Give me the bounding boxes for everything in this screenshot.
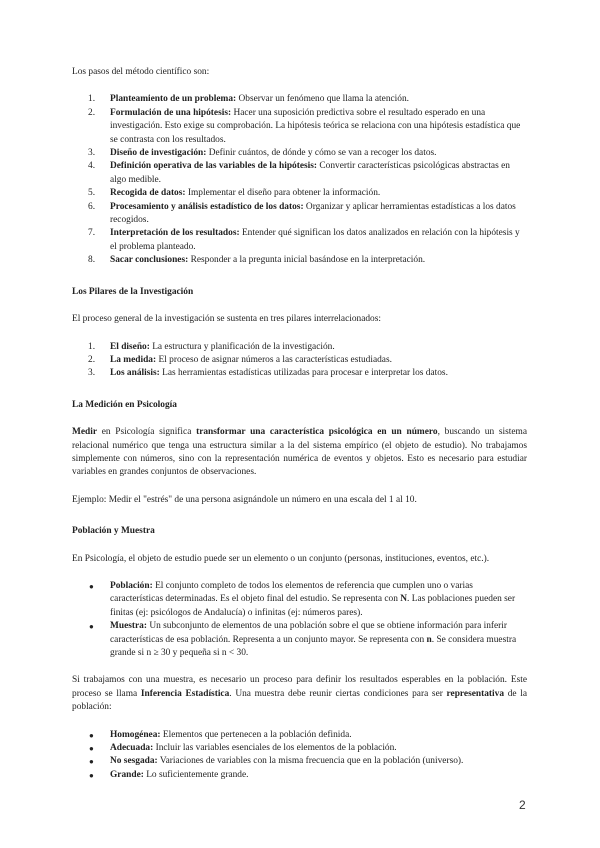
list-item: ● Muestra: Un subconjunto de elementos de una población sobre el que se obtiene información para inferir características de esa población. Representa a un conjunto mayor. Se representa con n. Se considera muestra grande si n ≥ 30 y pequeña si n < 30.	[89, 621, 517, 658]
list-item: 5. Recogida de datos: Implementar el diseño para obtener la información.	[88, 188, 381, 199]
list-item: ● Adecuada: Incluir las variables esenciales de los elementos de la población.	[72, 742, 527, 755]
medicion-heading: La Medición en Psicología	[72, 399, 177, 410]
list-item: 4. Definición operativa de las variables de la hipótesis: Convertir características psicológicas abstractas en algo medible.	[88, 161, 510, 185]
list-item: 1. El diseño: La estructura y planificación de la investigación.	[88, 341, 335, 352]
pilares-intro: El proceso general de la investigación se sustenta en tres pilares interrelacionados:	[72, 314, 381, 325]
medicion-paragraph: Medir en Psicología significa transformar una característica psicológica en un número, buscando un sistema relacional numérico que tenga una estructura similar a la del sistema empírico (el objeto de estudio). No trabajamos simplemente con números, sino con la representación numérica de eventos y objetos. Esto es necesario para estudiar variables en grandes conjuntos de observaciones.	[72, 427, 527, 478]
list-item: ● Población: El conjunto completo de todos los elementos de referencia que cumplen uno o varias características determinadas. Es el objeto final del estudio. Se representa con N. Las poblaciones pueden ser finitas (ej: psicólogos de Andalucía) o infinitas (ej: números pares).	[89, 580, 516, 618]
list-item: 3. Los análisis: Las herramientas estadísticas utilizadas para procesar e interpretar los datos.	[88, 368, 448, 379]
bullet-icon: ●	[89, 757, 94, 767]
bullet-icon: ●	[89, 770, 94, 780]
document-page	[72, 66, 527, 782]
poblacion-heading: Población y Muestra	[72, 526, 155, 537]
list-item: ● Homogénea: Elementos que pertenecen a la población definida.	[72, 729, 527, 742]
inferencia-paragraph: Si trabajamos con una muestra, es necesario un proceso para definir los resultados esperables en la población. Este proceso se llama Inferencia Estadística. Una muestra debe reunir ciertas condiciones para ser representativa de la población:	[72, 675, 528, 713]
page-number: 2	[519, 798, 526, 812]
list-item: 1. Planteamiento de un problema: Observar un fenómeno que llama la atención.	[88, 94, 409, 105]
list-item: 6. Procesamiento y análisis estadístico de los datos: Organizar y aplicar herramientas estadísticas a los datos recogidos.	[88, 201, 516, 226]
bullet-icon: ●	[89, 744, 94, 754]
list-item: 7. Interpretación de los resultados: Entender qué significan los datos analizados en relación con la hipótesis y el problema planteado.	[88, 228, 520, 252]
list-item: 3. Diseño de investigación: Definir cuántos, de dónde y cómo se van a recoger los datos.	[88, 148, 437, 159]
medicion-example: Ejemplo: Medir el "estrés" de una persona asignándole un número en una escala del 1 al 10.	[72, 494, 417, 505]
pilares-list	[72, 341, 527, 381]
list-item: ● No sesgada: Variaciones de variables con la misma frecuencia que en la población (universo).	[72, 755, 527, 768]
method-steps-list	[72, 93, 527, 267]
conditions-list	[72, 729, 527, 783]
bullet-icon: ●	[89, 622, 94, 632]
list-item: 2. La medida: El proceso de asignar números a las características estudiadas.	[88, 354, 392, 365]
intro-text: Los pasos del método científico son:	[72, 67, 210, 77]
pilares-heading: Los Pilares de la Investigación	[72, 286, 194, 297]
list-item: 8. Sacar conclusiones: Responder a la pregunta inicial basándose en la interpretación.	[88, 255, 426, 266]
poblacion-list	[72, 580, 527, 660]
list-item: ● Grande: Lo suficientemente grande.	[72, 769, 527, 782]
bullet-icon: ●	[89, 581, 94, 591]
bullet-icon: ●	[89, 730, 94, 740]
list-item: 2. Formulación de una hipótesis: Hacer una suposición predictiva sobre el resultado esperado en una investigación. Esto exige su comprobación. La hipótesis teórica se relaciona con una hipótesis estadística que se contrasta con los resultados.	[88, 107, 521, 145]
poblacion-intro: En Psicología, el objeto de estudio puede ser un elemento o un conjunto (personas, instituciones, eventos, etc.).	[72, 553, 490, 564]
